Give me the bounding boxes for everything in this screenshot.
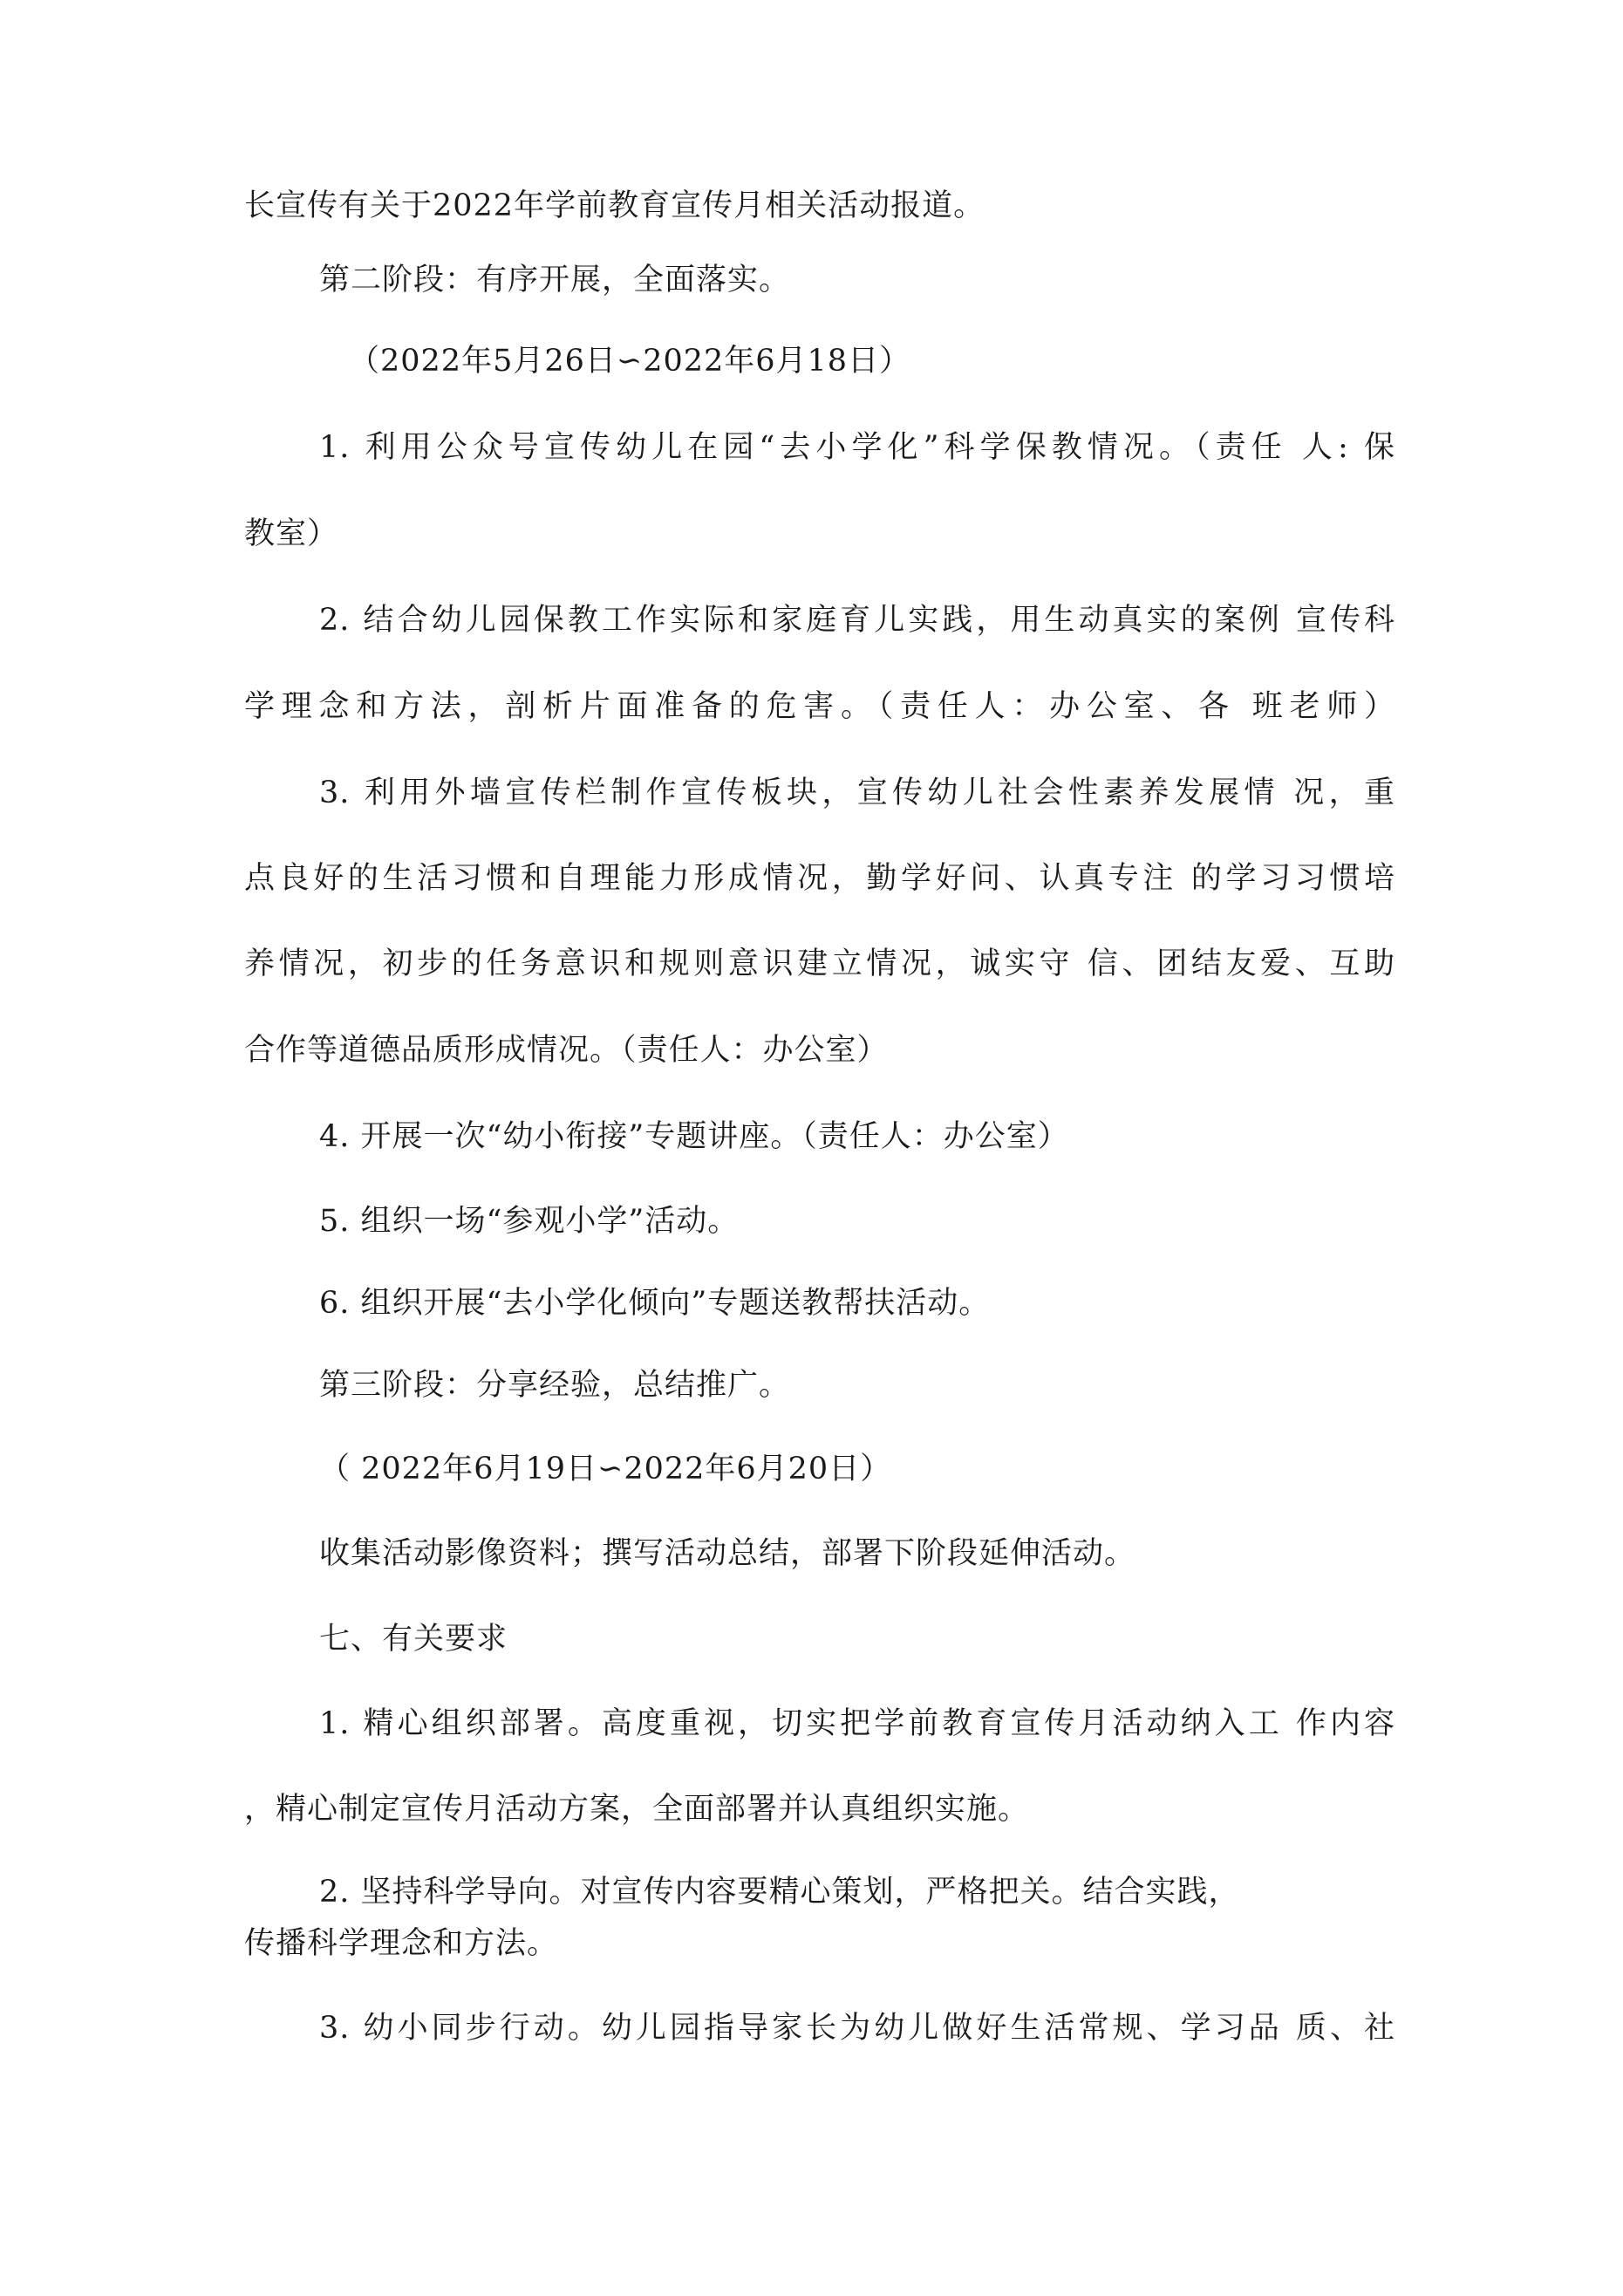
text-line-21: 2. 坚持科学导向。对宣传内容要精心策划，严格把关。结合实践， (319, 1875, 1240, 1910)
text-line-14: 6. 组织开展“去小学化倾向”专题送教帮扶活动。 (319, 1286, 991, 1321)
text-line-17: 收集活动影像资料；撰写活动总结，部署下阶段延伸活动。 (319, 1536, 1136, 1571)
text-line-9: 点良好的生活习惯和自理能力形成情况，勤学好问、认真专注 的学习习惯培 (244, 861, 1395, 896)
text-line-7: 学理念和方法，剖析片面准备的危害。（责任人：办公室、各 班老师） (244, 689, 1395, 724)
text-line-10: 养情况，初步的任务意识和规则意识建立情况，诚实守 信、团结友爱、互助 (244, 946, 1395, 981)
text-line-16: （ 2022年6月19日∽2022年6月20日） (319, 1452, 892, 1486)
text-line-2: 第二阶段：有序开展，全面落实。 (319, 263, 791, 297)
text-line-1: 长宣传有关于2022年学前教育宣传月相关活动报道。 (244, 188, 985, 223)
text-line-11: 合作等道德品质形成情况。（责任人：办公室） (244, 1033, 889, 1068)
text-line-19: 1. 精心组织部署。高度重视，切实把学前教育宣传月活动纳入工 作内容 (319, 1706, 1395, 1741)
text-line-13: 5. 组织一场“参观小学”活动。 (319, 1204, 740, 1239)
text-line-20: ，精心制定宣传月活动方案，全面部署并认真组织实施。 (244, 1792, 1030, 1827)
text-line-23: 3. 幼小同步行动。幼儿园指导家长为幼儿做好生活常规、学习品 质、社 (319, 2011, 1395, 2046)
text-line-15: 第三阶段：分享经验，总结推广。 (319, 1368, 791, 1403)
text-line-3: （2022年5月26日∽2022年6月18日） (349, 344, 911, 379)
section-heading: 七、有关要求 (319, 1622, 508, 1657)
text-line-22: 传播科学理念和方法。 (244, 1926, 559, 1961)
text-line-5: 教室） (244, 516, 339, 551)
text-line-6: 2. 结合幼儿园保教工作实际和家庭育儿实践，用生动真实的案例 宣传科 (319, 603, 1395, 638)
text-line-4: 1. 利用公众号宣传幼儿在园“去小学化”科学保教情况。（责任 人: 保 (319, 430, 1395, 465)
text-line-8: 3. 利用外墙宣传栏制作宣传板块，宣传幼儿社会性素养发展情 况，重 (319, 776, 1395, 810)
text-line-12: 4. 开展一次“幼小衔接”专题讲座。（责任人：办公室） (319, 1119, 1069, 1154)
